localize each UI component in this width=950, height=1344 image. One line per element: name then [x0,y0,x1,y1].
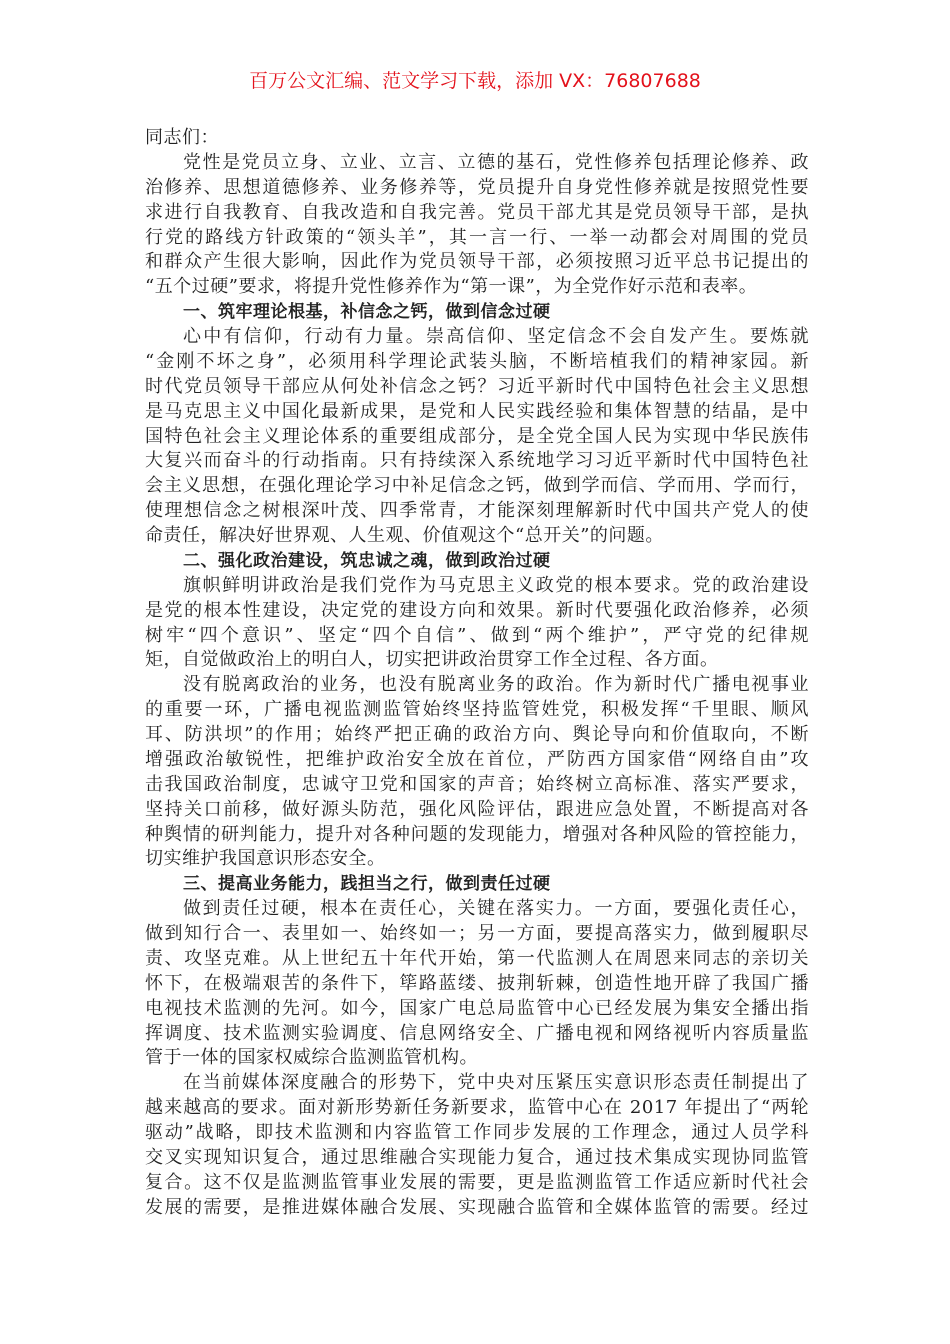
text-line: 同志们： [145,127,219,148]
text-line: 是马克思主义中国化最新成果，是党和人民实践经验和集体智慧的结晶，是中 [145,400,809,422]
text-line: 三、提高业务能力，践担当之行，做到责任过硬 [183,874,551,895]
text-line: 挥调度、技术监测实验调度、信息网络安全、广播电视和网络视听内容质量监 [145,1022,809,1044]
text-line: 的重要一环，广播电视监测监管始终坚持监管姓党，积极发挥“千里眼、顺风 [145,699,809,721]
text-line: 旗帜鲜明讲政治是我们党作为马克思主义政党的根本要求。党的政治建设 [183,574,809,596]
text-line: 一、筑牢理论根基，补信念之钙，做到信念过硬 [183,302,551,323]
text-line: 国特色社会主义理论体系的重要组成部分，是全党全国人民为实现中华民族伟 [145,425,809,447]
text-line: 做到责任过硬，根本在责任心，关键在落实力。一方面，要强化责任心， [183,898,809,920]
text-line: 在当前媒体深度融合的形势下，党中央对压紧压实意识形态责任制提出了 [183,1072,809,1094]
section-heading [145,549,809,574]
text-line: 是党的根本性建设，决定党的建设方向和效果。新时代要强化政治修养，必须 [145,599,809,621]
text-line: 命责任，解决好世界观、人生观、价值观这个“总开关”的问题。 [145,525,664,546]
text-line: 驱动”战略，即技术监测和内容监管工作同步发展的工作理念，通过人员学科 [145,1122,809,1143]
salutation [145,126,809,151]
text-line: 切实维护我国意识形态安全。 [145,848,386,870]
paragraph [145,897,809,1071]
text-line: 越来越高的要求。面对新形势新任务新要求，监管中心在 2017 年提出了“两轮 [145,1097,809,1119]
text-line: 管于一体的国家权威综合监测监管机构。 [145,1047,478,1069]
paragraph [145,151,809,300]
text-line: 使理想信念之树根深叶茂、四季常青，才能深刻理解新时代中国共产党人的使 [145,500,809,522]
text-line: 发展的需要，是推进媒体融合发展、实现融合监管和全媒体监管的需要。经过 [145,1196,809,1218]
text-line: 耳、防洪坝”的作用；始终严把正确的政治方向、舆论导向和价值取向，不断 [145,724,809,745]
paragraph [145,673,809,872]
text-line: 复合。这不仅是监测监管事业发展的需要，更是监测监管工作适应新时代社会 [145,1171,809,1193]
text-line: 没有脱离政治的业务，也没有脱离业务的政治。作为新时代广播电视事业 [183,674,809,696]
text-line: 时代党员领导干部应从何处补信念之钙？习近平新时代中国特色社会主义思想 [145,375,809,397]
paragraph [145,574,809,674]
text-line: 怀下，在极端艰苦的条件下，筚路蓝缕、披荆斩棘，创造性地开辟了我国广播 [145,972,809,994]
text-line: 交叉实现知识复合，通过思维融合实现能力复合，通过技术集成实现协同监管 [145,1146,809,1168]
text-line: 求进行自我教育、自我改造和自我完善。党员干部尤其是党员领导干部，是执 [145,201,809,223]
text-line: 电视技术监测的先河。如今，国家广电总局监管中心已经发展为集安全播出指 [145,997,809,1019]
text-line: “金刚不坏之身”，必须用科学理论武装头脑，不断培植我们的精神家园。新 [145,350,809,372]
text-line: 行党的路线方针政策的“领头羊”，其一言一行、一举一动都会对周围的党员 [145,226,809,248]
text-line: 二、强化政治建设，筑忠诚之魂，做到政治过硬 [183,550,551,571]
section-heading [145,872,809,897]
text-line: 和群众产生很大影响，因此作为党员领导干部，必须按照习近平总书记提出的 [145,251,809,273]
text-line: 会主义思想，在强化理论学习中补足信念之钙，做到学而信、学而用、学而行， [145,475,809,497]
text-line: 大复兴而奋斗的行动指南。只有持续深入系统地学习习近平新时代中国特色社 [145,450,809,472]
text-line: 做到知行合一、表里如一、始终如一；另一方面，要提高落实力，做到履职尽 [145,923,809,944]
text-line: 坚持关口前移，做好源头防范，强化风险评估，跟进应急处置，不断提高对各 [145,798,809,820]
text-line: 治修养、思想道德修养、业务修养等，党员提升自身党性修养就是按照党性要 [145,176,809,198]
text-line: 心中有信仰，行动有力量。崇高信仰、坚定信念不会自发产生。要炼就 [183,326,809,347]
watermark-banner: 百万公文汇编、范文学习下载，添加 VX：76807688 [249,70,701,92]
text-line: 矩，自觉做政治上的明白人，切实把讲政治贯穿工作全过程、各方面。 [145,649,719,671]
text-line: 责、攻坚克难。从上世纪五十年代开始，第一代监测人在周恩来同志的亲切关 [145,947,809,969]
paragraph [145,1071,809,1220]
text-line: 党性是党员立身、立业、立言、立德的基石，党性修养包括理论修养、政 [183,151,809,173]
section-heading [145,300,809,325]
text-line: 种舆情的研判能力，提升对各种问题的发现能力，增强对各种风险的管控能力， [145,823,809,845]
document-body [145,126,809,1221]
text-line: 树牢“四个意识”、坚定“四个自信”、做到“两个维护”，严守党的纪律规 [145,624,809,646]
text-line: 击我国政治制度，忠诚守卫党和国家的声音；始终树立高标准、落实严要求， [145,773,809,795]
text-line: “五个过硬”要求，将提升党性修养作为“第一课”，为全党作好示范和表率。 [145,276,758,298]
text-line: 增强政治敏锐性，把维护政治安全放在首位，严防西方国家借“网络自由”攻 [145,748,809,770]
paragraph [145,325,809,549]
